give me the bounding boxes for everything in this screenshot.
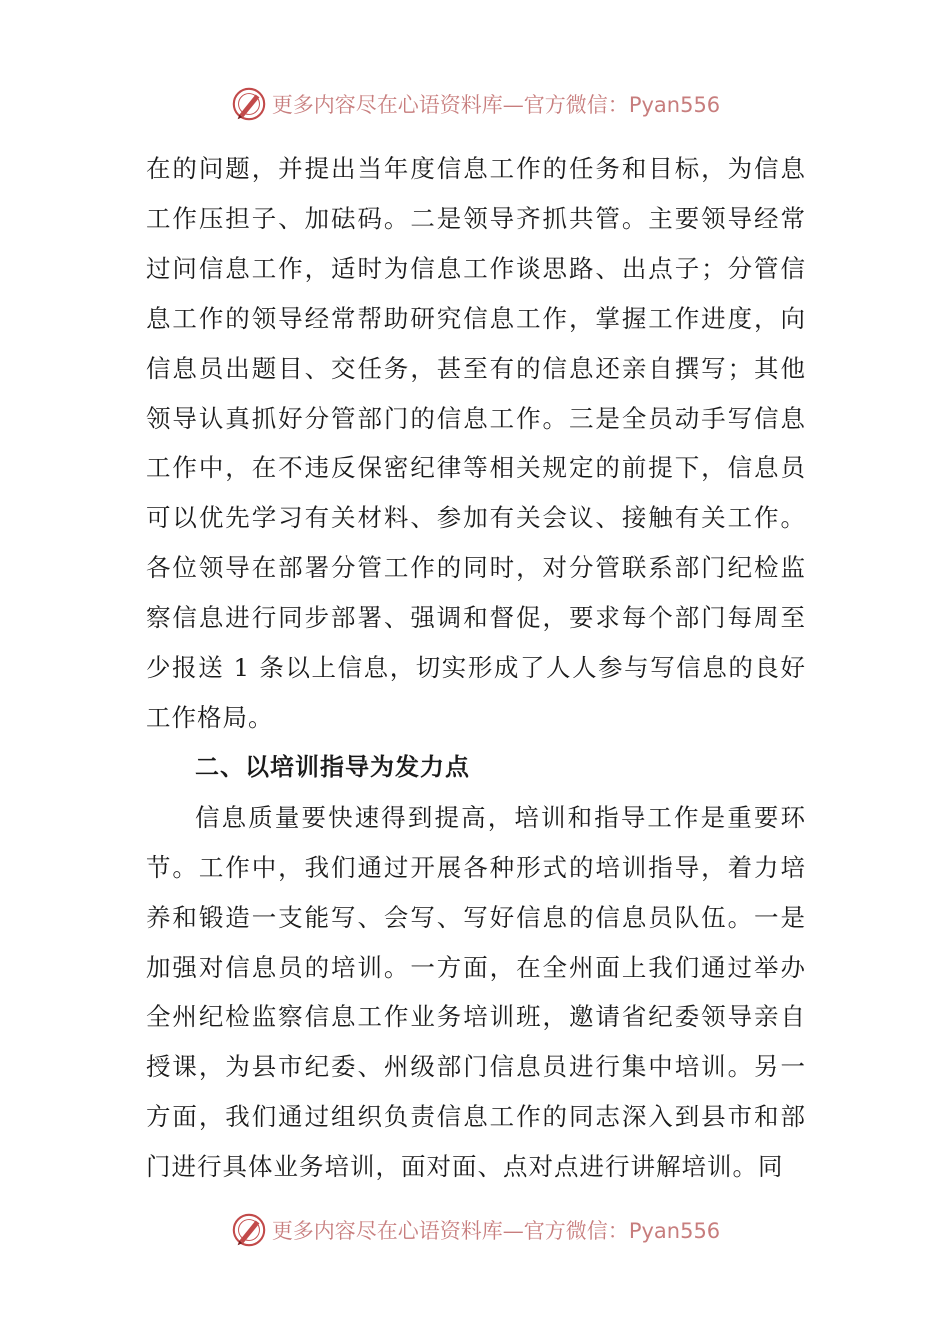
watermark-banner-bottom: [0, 1210, 950, 1250]
pen-logo-icon: [230, 1211, 268, 1249]
document-body: [146, 144, 806, 1192]
pen-logo-icon: [230, 85, 268, 123]
watermark-text: 更多内容尽在心语资料库—官方微信：Pyan556: [271, 1219, 721, 1243]
watermark-text: 更多内容尽在心语资料库—官方微信：Pyan556: [271, 93, 721, 117]
section-heading: 二、以培训指导为发力点: [195, 752, 470, 781]
watermark-banner-top: [0, 84, 950, 124]
paragraph-continued: 在的问题，并提出当年度信息工作的任务和目标，为信息工作压担子、加砝码。二是领导齐抓共管。主要领导经常过问信息工作，适时为信息工作谈思路、出点子；分管信息工作的领导经常帮助研究信息工作，掌握工作进度，向信息员出题目、交任务，甚至有的信息还亲自撰写；其他领导认真抓好分管部门的信息工作。三是全员动手写信息工作中，在不违反保密纪律等相关规定的前提下，信息员可以优先学习有关材料、参加有关会议、接触有关工作。各位领导在部署分管工作的同时，对分管联系部门纪检监察信息进行同步部署、强调和督促，要求每个部门每周至少报送 1 条以上信息，切实形成了人人参与写信息的良好工作格局。: [146, 154, 806, 732]
wechat-id: Pyan556: [628, 1219, 721, 1243]
wechat-id: Pyan556: [628, 93, 721, 117]
paragraph-training: 信息质量要快速得到提高，培训和指导工作是重要环节。工作中，我们通过开展各种形式的培训指导，着力培养和锻造一支能写、会写、写好信息的信息员队伍。一是加强对信息员的培训。一方面，在全州面上我们通过举办全州纪检监察信息工作业务培训班，邀请省纪委领导亲自授课，为县市纪委、州级部门信息员进行集中培训。另一方面，我们通过组织负责信息工作的同志深入到县市和部门进行具体业务培训，面对面、点对点进行讲解培训。同: [146, 802, 806, 1182]
